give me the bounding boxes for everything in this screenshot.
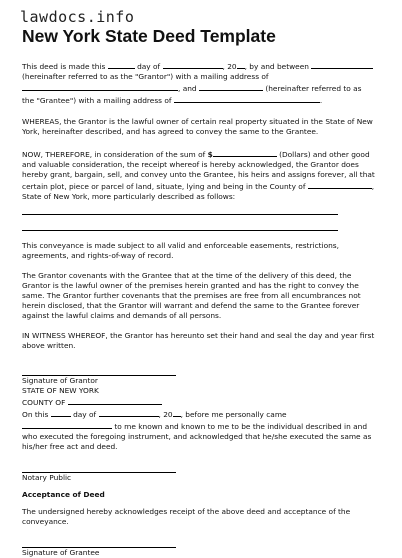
description-line-2[interactable] [22,215,338,231]
acceptance-heading: Acceptance of Deed [22,490,105,499]
consideration-paragraph: NOW, THEREFORE, in consideration of the sum of $ (Dollars) and other good and valuable consideration, the receipt whereof is hereby acknowledged, the Grantor does hereby grant, bargain, sell, and convey unto the Grantee, his heirs and assigns forever, all that certain plot, piece or parcel of land, situate, lying and being in the County of , State of New York, more particularly described as follows: [22,150,375,201]
county-line: COUNTY OF [22,396,382,408]
notary-signature-line[interactable] [22,464,176,473]
intro-paragraph: This deed is made this day of , 20 , by and between (hereinafter referred to as the "Grantor") with a mailing address of , and (hereinafter referred to as the "Grantee") with a mailing address of . [22,60,382,106]
year-blank[interactable] [237,60,245,69]
grantee-signature-label: Signature of Grantee [22,548,100,557]
acceptance-paragraph: The undersigned hereby acknowledges receipt of the above deed and acceptance of the conveyance. [22,507,351,526]
grantor-signature-line[interactable] [22,367,176,376]
state-label: STATE OF NEW YORK [22,386,99,395]
month-blank[interactable] [163,60,223,69]
notary-county-blank[interactable] [68,396,162,405]
grantee-name-blank[interactable] [199,82,263,91]
grantee-address-blank[interactable] [174,94,320,103]
grantor-address-blank[interactable] [22,82,178,91]
grantee-signature-line[interactable] [22,539,176,548]
witness-paragraph: IN WITNESS WHEREOF, the Grantor has hereunto set their hand and seal the day and year first above written. [22,331,375,350]
notary-paragraph: On this day of , 20 , before me personally came to me known and known to me to be the individual described in and who executed the foregoing instrument, and acknowledged that he/she executed the same as his/her free act and deed. [22,410,372,451]
notary-month-blank[interactable] [99,408,159,417]
notary-day-blank[interactable] [51,408,71,417]
grantor-name-blank[interactable] [311,60,373,69]
notary-year-blank[interactable] [173,408,181,417]
covenants-paragraph: The Grantor covenants with the Grantee that at the time of the delivery of this deed, the Grantor is the lawful owner of the premises herein granted and has the right to convey the same. The Grantor further covenants that the premises are free from all encumbrances not herein disclosed, that the Grantor will warrant and defend the same to the Grantee forever against the lawful claims and demands of all persons. [22,271,361,320]
notary-person-blank[interactable] [22,420,112,429]
grantor-signature-label: Signature of Grantor [22,376,98,385]
page-title: New York State Deed Template [22,26,276,46]
amount-blank[interactable] [213,148,277,157]
conveyance-paragraph: This conveyance is made subject to all valid and enforceable easements, restrictions, agreements, and rights-of-way of record. [22,241,339,260]
county-blank[interactable] [308,180,372,189]
whereas-paragraph: WHEREAS, the Grantor is the lawful owner of certain real property situated in the State of New York, hereinafter described, and has agreed to convey the same to the Grantee. [22,117,373,136]
site-brand: lawdocs.info [20,8,135,26]
notary-public-label: Notary Public [22,473,72,482]
description-line-1[interactable] [22,202,338,215]
day-blank[interactable] [108,60,135,69]
